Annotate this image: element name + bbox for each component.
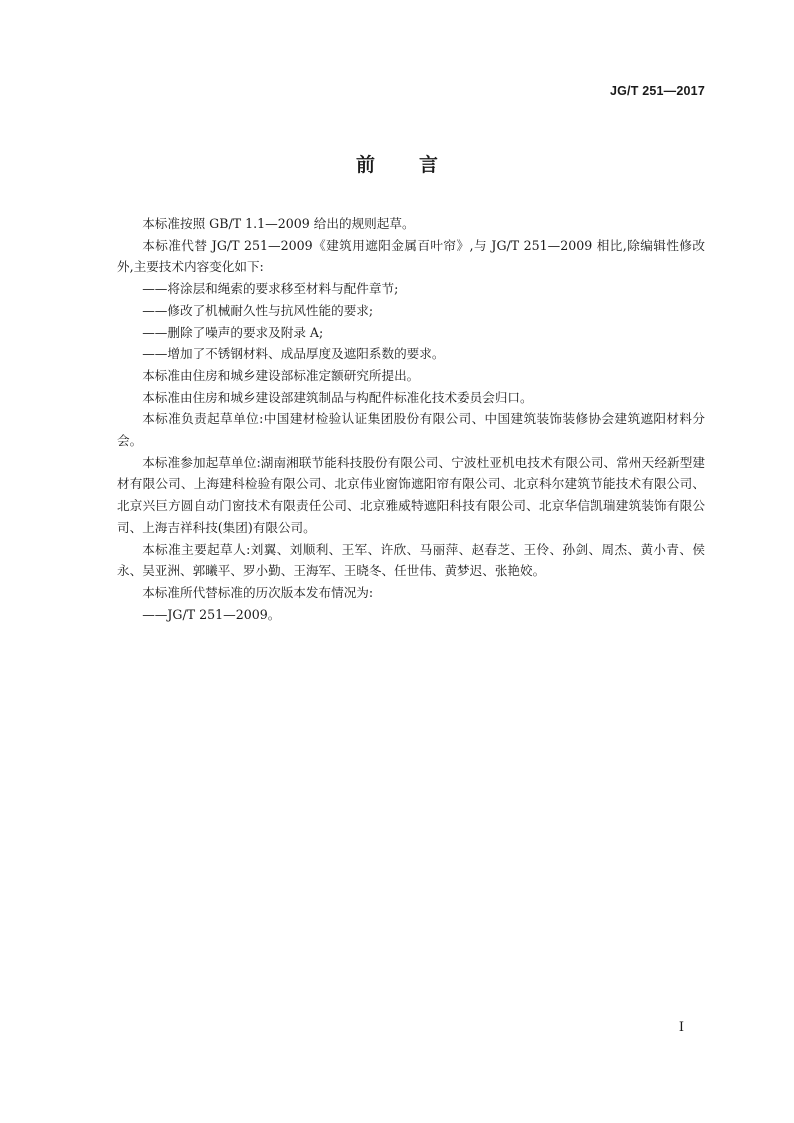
paragraph-version-history: 本标准所代替标准的历次版本发布情况为: (142, 584, 374, 600)
page-number: I (678, 1020, 684, 1035)
paragraph-committee: 本标准由住房和城乡建设部建筑制品与构配件标准化技术委员会归口。 (142, 389, 533, 405)
paragraph-participating-units: 本标准参加起草单位:湖南湘联节能科技股份有限公司、宁波杜亚机电技术有限公司、常州天经新型建材有限公司、上海建科检验有限公司、北京伟业窗饰遮阳帘有限公司、北京科尔建筑节能技术有限公司、北京兴巨方圆自动门窗技术有限责任公司、北京雅威特遮阳科技有限公司、北京华信凯瑞建筑装饰有限公司、上海吉祥科技(集团)有限公司。 (117, 454, 705, 535)
change-item: ——修改了机械耐久性与抗风性能的要求; (142, 302, 374, 318)
paragraph-lead-drafting-unit: 本标准负责起草单位:中国建材检验认证集团股份有限公司、中国建筑装饰装修协会建筑遮阳材料分会。 (117, 411, 705, 449)
paragraph-drafting-rules: 本标准按照 GB/T 1.1—2009 给出的规则起草。 (142, 216, 415, 231)
version-history-item: ——JG/T 251—2009。 (142, 606, 281, 622)
foreword-body (117, 213, 705, 625)
change-item: ——删除了噪声的要求及附录 A; (142, 324, 324, 340)
paragraph-proposer: 本标准由住房和城乡建设部标准定额研究所提出。 (142, 367, 420, 383)
change-item: ——增加了不锈钢材料、成品厚度及遮阳系数的要求。 (142, 346, 445, 362)
paragraph-replacement: 本标准代替 JG/T 251—2009《建筑用遮阳金属百叶帘》,与 JG/T 251—2009 相比,除编辑性修改外,主要技术内容变化如下: (117, 237, 705, 275)
standard-code: JG/T 251—2017 (609, 84, 705, 98)
paragraph-main-drafters: 本标准主要起草人:刘翼、刘顺利、王军、许欣、马丽萍、赵春芝、王伶、孙剑、周杰、黄小青、侯永、吴亚洲、郭曦平、罗小勤、王海军、王晓冬、任世伟、黄梦迟、张艳姣。 (117, 541, 705, 579)
change-item: ——将涂层和绳索的要求移至材料与配件章节; (142, 281, 399, 297)
page-title: 前言 (355, 154, 482, 176)
